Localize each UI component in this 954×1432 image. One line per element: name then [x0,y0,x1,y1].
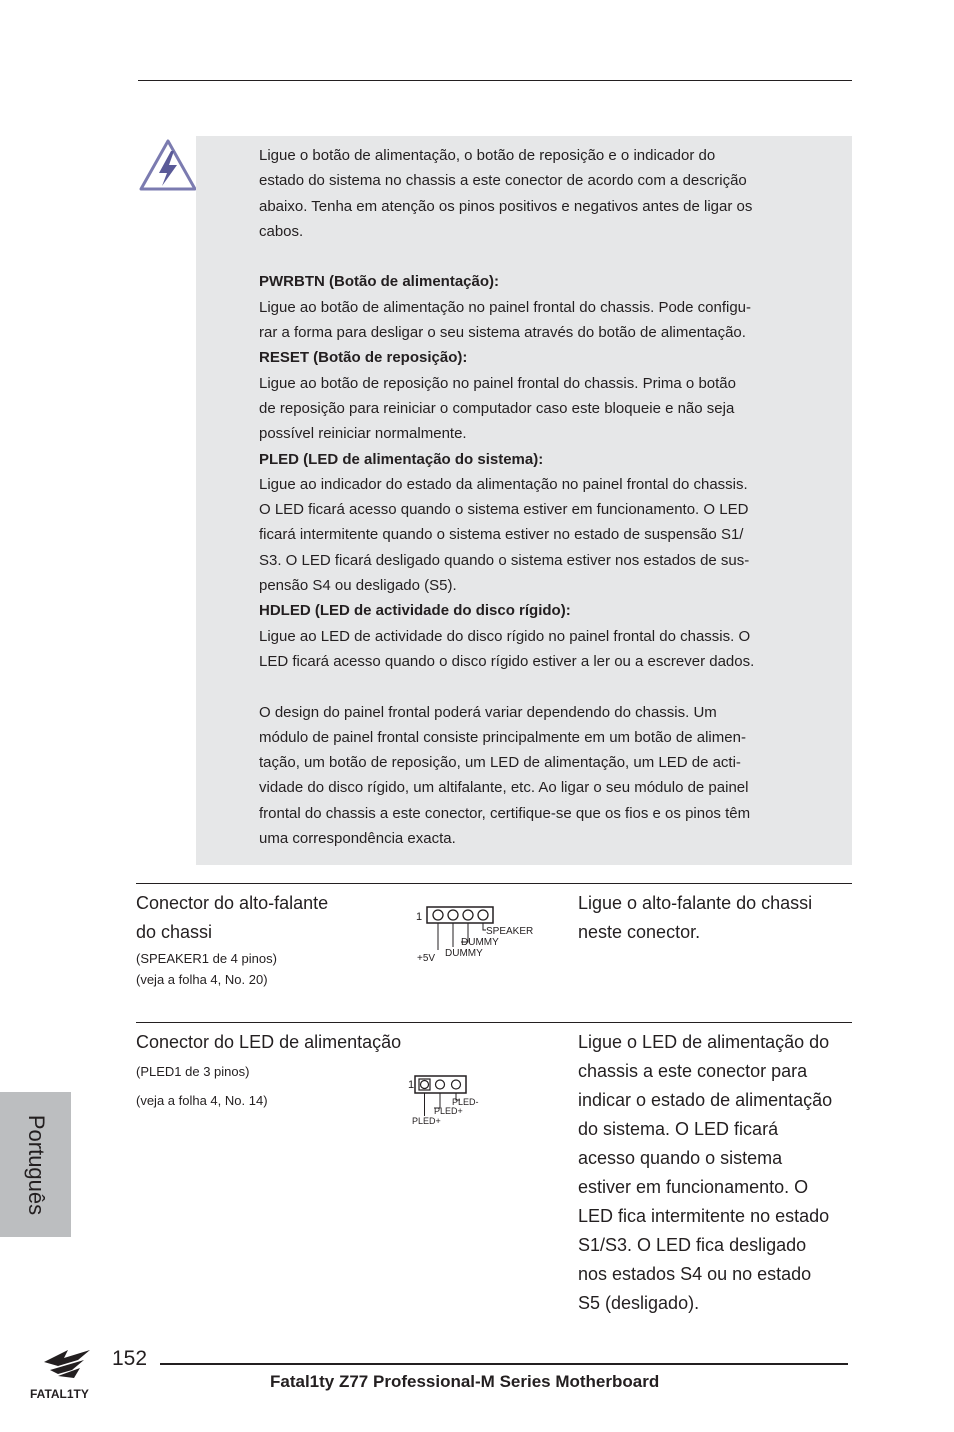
pled-title: Conector do LED de alimentação [136,1032,402,1052]
dummy-pin-label-2: DUMMY [445,948,483,959]
note-line: módulo de painel frontal consiste principalmente em um botão de alimen- [259,728,746,746]
pled-ref: (veja a folha 4, No. 14) [136,1093,268,1108]
pled-desc-line: indicar o estado de alimentação [578,1090,833,1110]
pled-desc-line: S5 (desligado). [578,1293,700,1313]
fatal1ty-logo [28,1348,106,1406]
pled-heading: PLED (LED de alimentação do sistema): [259,450,544,468]
note-line: rar a forma para desligar o seu sistema através do botão de alimentação. [259,324,746,342]
note-line: tação, um botão de reposição, um LED de alimentação, um LED de acti- [259,754,741,772]
pled-desc-line: S1/S3. O LED fica desligado [578,1235,807,1255]
speaker-pin-diagram [414,902,544,964]
pled-desc-line: acesso quando o sistema [578,1148,783,1168]
note-line: O LED ficará acesso quando o sistema estiver em funcionamento. O LED [259,501,749,519]
pled-desc-line: Ligue o LED de alimentação do [578,1032,830,1052]
note-line: possível reiniciar normalmente. [259,425,467,443]
top-rule [138,80,852,81]
note-line: cabos. [259,222,304,240]
note-line: O design do painel frontal poderá variar dependendo do chassis. Um [259,703,717,721]
speaker-title-2: do chassi [136,922,213,942]
language-tab-label: Português [24,1114,49,1216]
logo-text: FATAL1TY [30,1387,89,1401]
note-line: S3. O LED ficará desligado quando o sistema estiver nos estados de sus- [259,551,750,569]
footer-rule [160,1363,848,1365]
note-line: abaixo. Tenha em atenção os pinos positivos e negativos antes de ligar os [259,197,753,215]
pled-desc-line: nos estados S4 ou no estado [578,1264,812,1284]
speaker-title: Conector do alto-falante [136,893,329,913]
note-line: pensão S4 ou desligado (S5). [259,577,457,595]
pwrbtn-heading: PWRBTN (Botão de alimentação): [259,273,500,291]
note-line: Ligue ao botão de alimentação no painel frontal do chassis. Pode configu- [259,298,752,316]
pled-desc-line: chassis a este conector para [578,1061,808,1081]
pled-row-rule [136,1022,852,1023]
pled-minus-label: PLED- [452,1097,479,1107]
note-line: vidade do disco rígido, um altifalante, etc. Ao ligar o seu módulo de painel [259,779,749,797]
page-number: 152 [112,1347,148,1370]
pled-plus-label: PLED+ [434,1106,463,1116]
footer-title: Fatal1ty Z77 Professional-M Series Motherboard [270,1372,660,1391]
speaker-row-rule [136,883,852,884]
pled-desc-line: LED fica intermitente no estado [578,1206,830,1226]
pin1-label: 1 [408,1079,415,1091]
pin1-label: 1 [416,911,423,923]
note-line: Ligue ao botão de reposição no painel frontal do chassis. Prima o botão [259,374,736,392]
pled-desc [578,1028,858,1318]
note-line: estado do sistema no chassis a este conector de acordo com a descrição [259,172,747,190]
speaker-desc-2: neste conector. [578,922,701,942]
pled-pin-diagram [406,1072,496,1130]
note-line: uma correspondência exacta. [259,830,456,848]
pled-desc-line: estiver em funcionamento. O [578,1177,809,1197]
note-line: de reposição para reiniciar o computador caso este bloqueie e não seja [259,399,735,417]
warning-icon [138,138,198,192]
speaker-pin-label: SPEAKER [486,926,534,937]
note-line: ficará intermitente quando o sistema estiver no estado de suspensão S1/ [259,526,744,544]
reset-heading: RESET (Botão de reposição): [259,349,468,367]
pled-plus-label-2: PLED+ [412,1116,441,1126]
note-line: Ligue ao LED de actividade do disco rígido no painel frontal do chassis. O [259,627,751,645]
note-line: LED ficará acesso quando o disco rígido estiver a ler ou a escrever dados. [259,652,755,670]
speaker-desc: Ligue o alto-falante do chassi [578,893,813,913]
5v-pin-label: +5V [417,953,436,964]
speaker-pins: (SPEAKER1 de 4 pinos) [136,951,277,966]
speaker-ref: (veja a folha 4, No. 20) [136,972,268,987]
note-text [259,143,821,851]
note-line: Ligue o botão de alimentação, o botão de reposição e o indicador do [259,147,716,164]
note-line: Ligue ao indicador do estado da alimentação no painel frontal do chassis. [259,475,748,493]
dummy-pin-label: DUMMY [461,937,499,948]
pled-desc-line: do sistema. O LED ficará [578,1119,779,1139]
note-line: frontal do chassis a este conector, certifique-se que os fios e os pinos têm [259,804,751,822]
hdled-heading: HDLED (LED de actividade do disco rígido): [259,602,571,620]
pled-pins: (PLED1 de 3 pinos) [136,1064,250,1079]
